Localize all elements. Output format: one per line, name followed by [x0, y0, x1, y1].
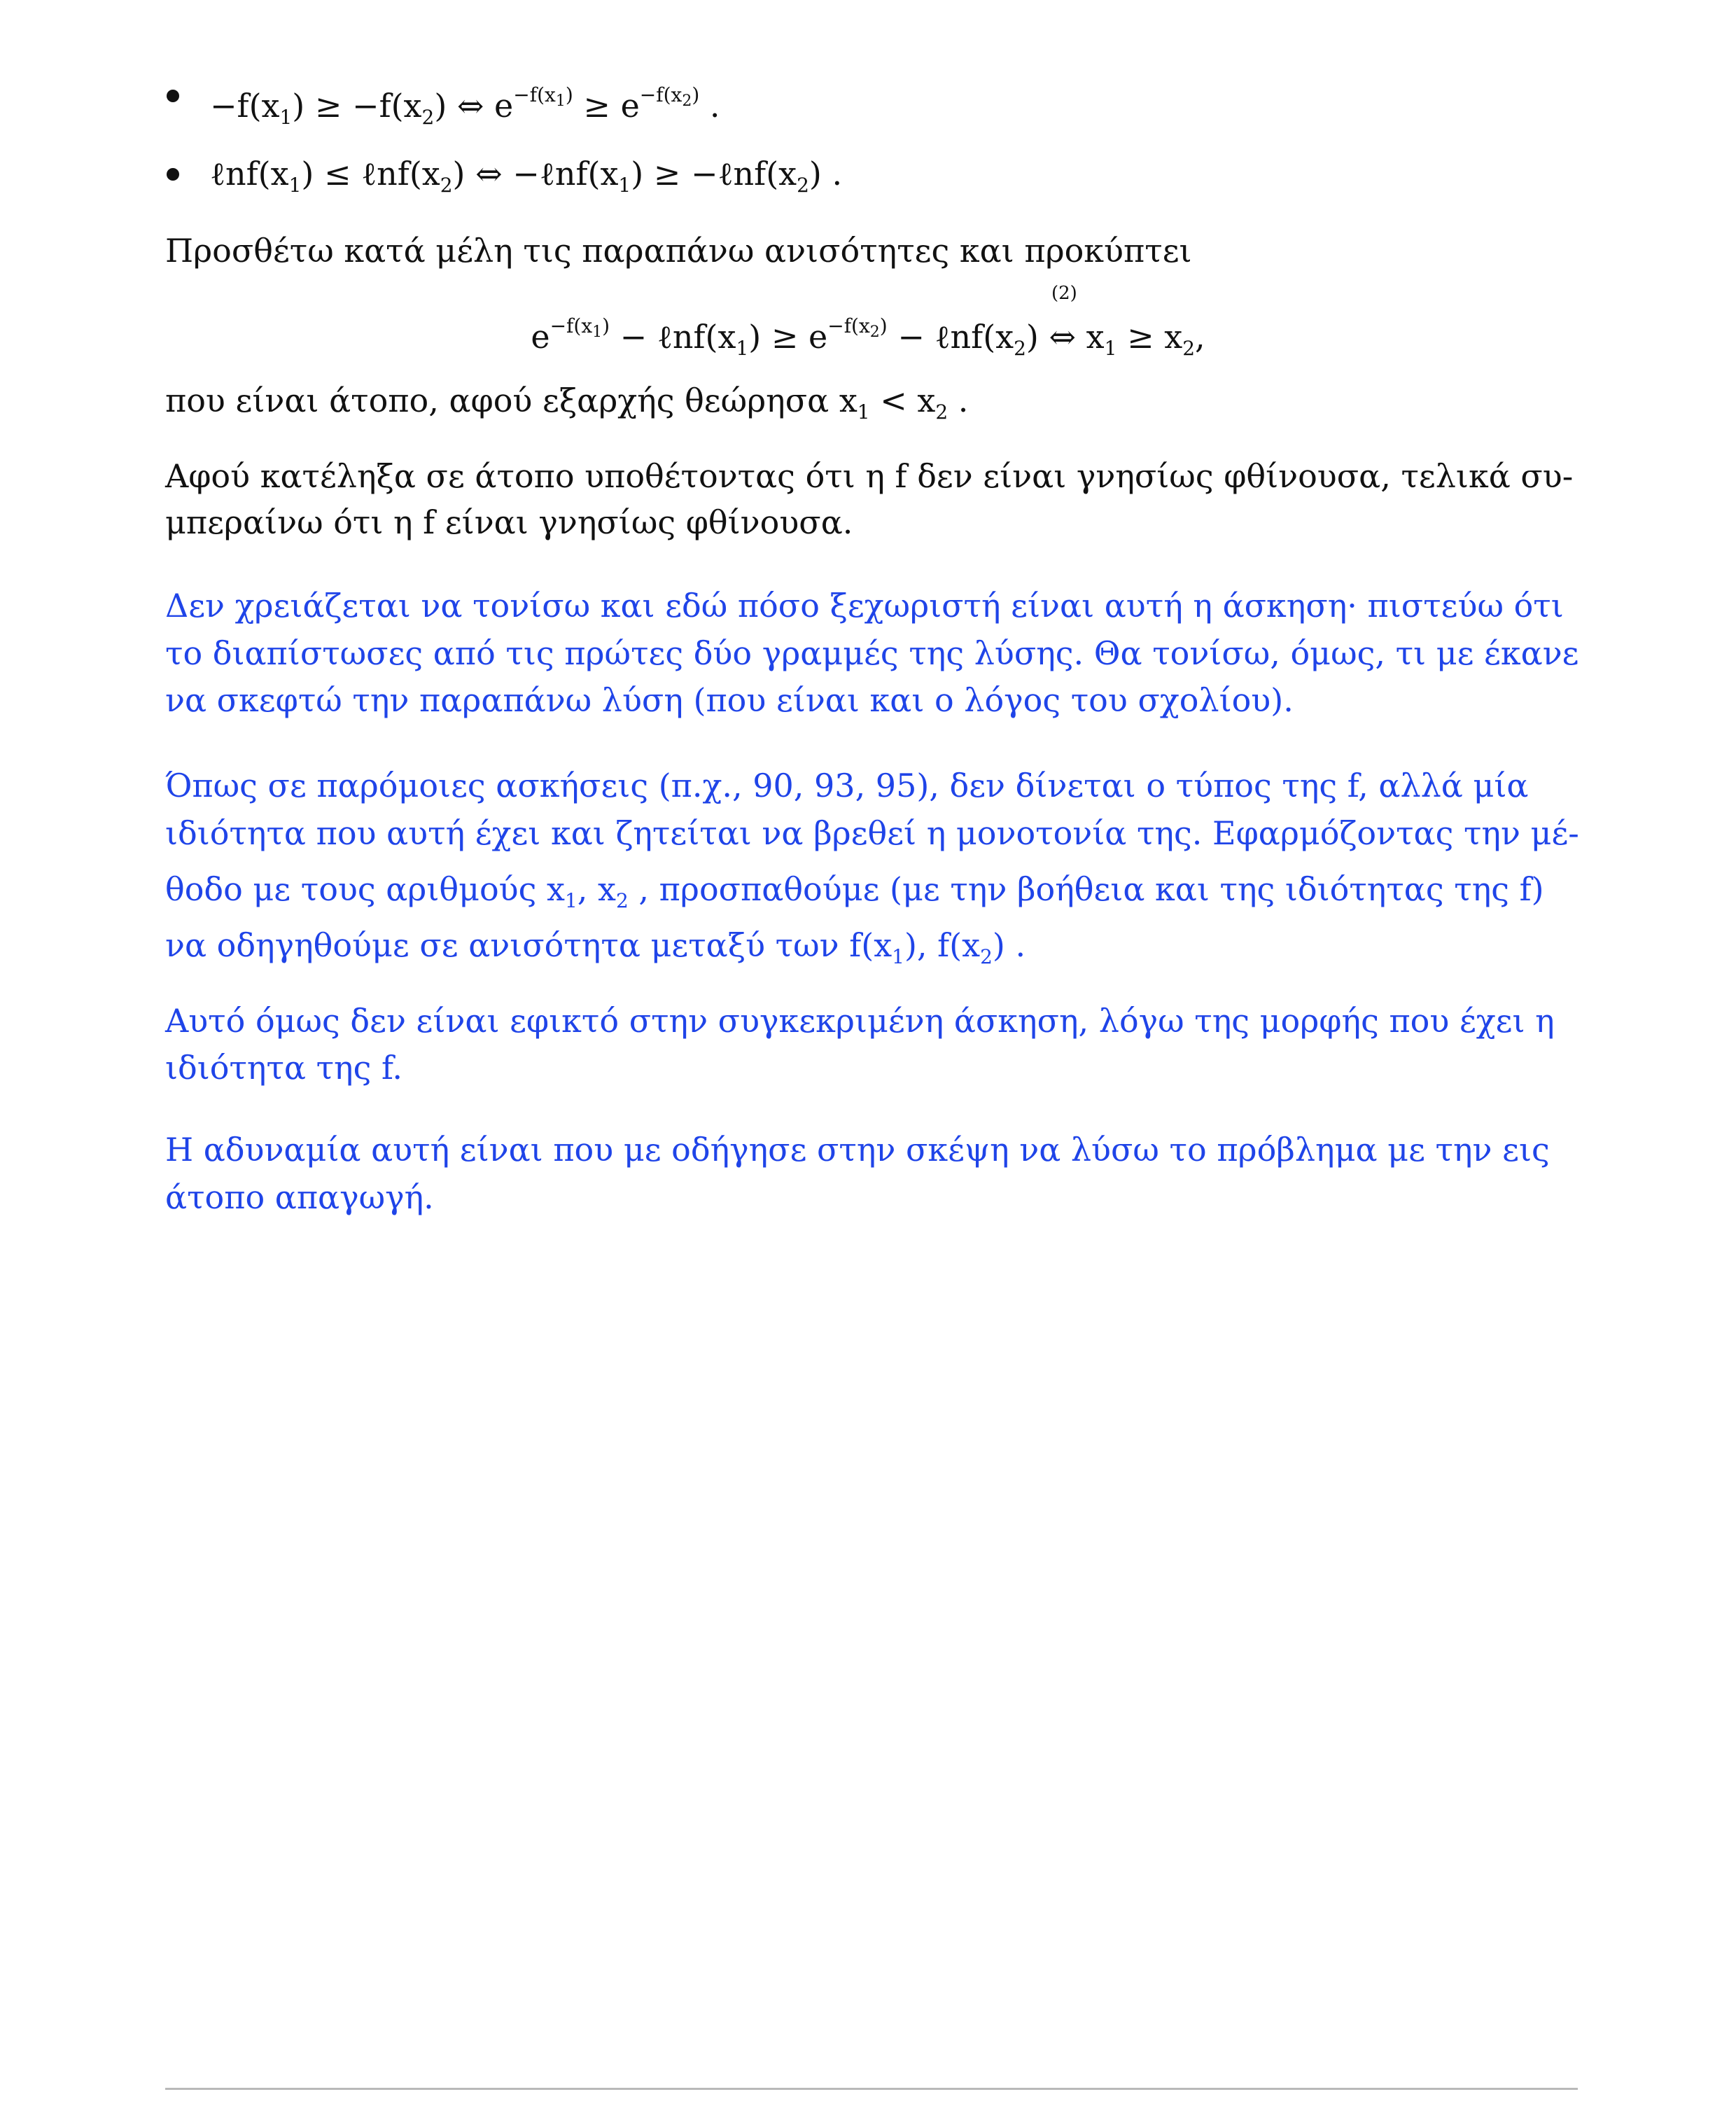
comment-1-line-3: να σκεφτώ την παραπάνω λύση (που είναι και ο λόγος του σχολίου). — [165, 681, 1294, 719]
paragraph-conclusion-line-2: μπεραίνω ότι η f είναι γνησίως φθίνουσα. — [165, 503, 853, 541]
comment-1-line-1: Δεν χρειάζεται να τονίσω και εδώ πόσο ξεχωριστή είναι αυτή η άσκηση· πιστεύω ότι — [165, 587, 1564, 625]
paragraph-add-inequalities: Προσθέτω κατά μέλη τις παραπάνω ανισότητες και προκύπτει — [165, 232, 1192, 270]
paragraph-conclusion-line-1: Αφού κατέληξα σε άτοπο υποθέτοντας ότι η f δεν είναι γνησίως φθίνουσα, τελικά συ- — [165, 457, 1574, 495]
comment-1-line-2: το διαπίστωσες από τις πρώτες δύο γραμμές της λύσης. Θα τονίσω, όμως, τι με έκανε — [165, 634, 1579, 672]
bullet-1-math: $-f(x_1) \ge -f(x_2)$ ⇔ $e^{-f(x_1)} \ge e^{-f(x_2)}$ . — [210, 83, 720, 129]
comment-2-line-1: Όπως σε παρόμοιες ασκήσεις (π.χ., 90, 93, 95), δεν δίνεται ο τύπος της f, αλλά μία — [165, 767, 1529, 804]
equation-reference-label: (2) — [1051, 283, 1077, 304]
bullet-2-dot — [167, 168, 179, 181]
bullet-1-dot — [167, 90, 179, 102]
comment-3-line-1: Αυτό όμως δεν είναι εφικτό στην συγκεκριμένη άσκηση, λόγω της μορφής που έχει η — [165, 1002, 1555, 1040]
comment-4-line-1: Η αδυναμία αυτή είναι που με οδήγησε στην σκέψη να λύσω το πρόβλημα με την εις — [165, 1131, 1550, 1169]
comment-4-line-2: άτοπο απαγωγή. — [165, 1178, 434, 1216]
comment-2-line-4: να οδηγηθούμε σε ανισότητα μεταξύ των $f(x_1)$, $f(x_2)$ . — [165, 926, 1026, 968]
comment-2-line-2: ιδιότητα που αυτή έχει και ζητείται να βρεθεί η μονοτονία της. Εφαρμόζοντας την μέ- — [165, 814, 1579, 852]
comment-3-line-2: ιδιότητα της f. — [165, 1049, 403, 1087]
bullet-2-math: $\ell nf(x_1)$ ≤ $\ell nf(x_2)$ ⇔ $-\ell nf(x_1)$ ≥ $-\ell nf(x_2)$ . — [210, 155, 843, 197]
comment-2-line-3: θοδο με τους αριθμούς $x_1$, $x_2$ , προσπαθούμε (με την βοήθεια και της ιδιότητας της f) — [165, 870, 1544, 912]
paragraph-contradiction: που είναι άτοπο, αφού εξαρχής θεώρησα $x_1 < x_2$ . — [165, 382, 969, 424]
display-equation: $e^{-f(x_1)}$ − $\ell nf(x_1) \ge e^{-f(x_2)}$ − $\ell nf(x_2)$ ⇔ $x_1 \ge x_2$, — [531, 314, 1205, 360]
footer-rule — [165, 2088, 1578, 2090]
